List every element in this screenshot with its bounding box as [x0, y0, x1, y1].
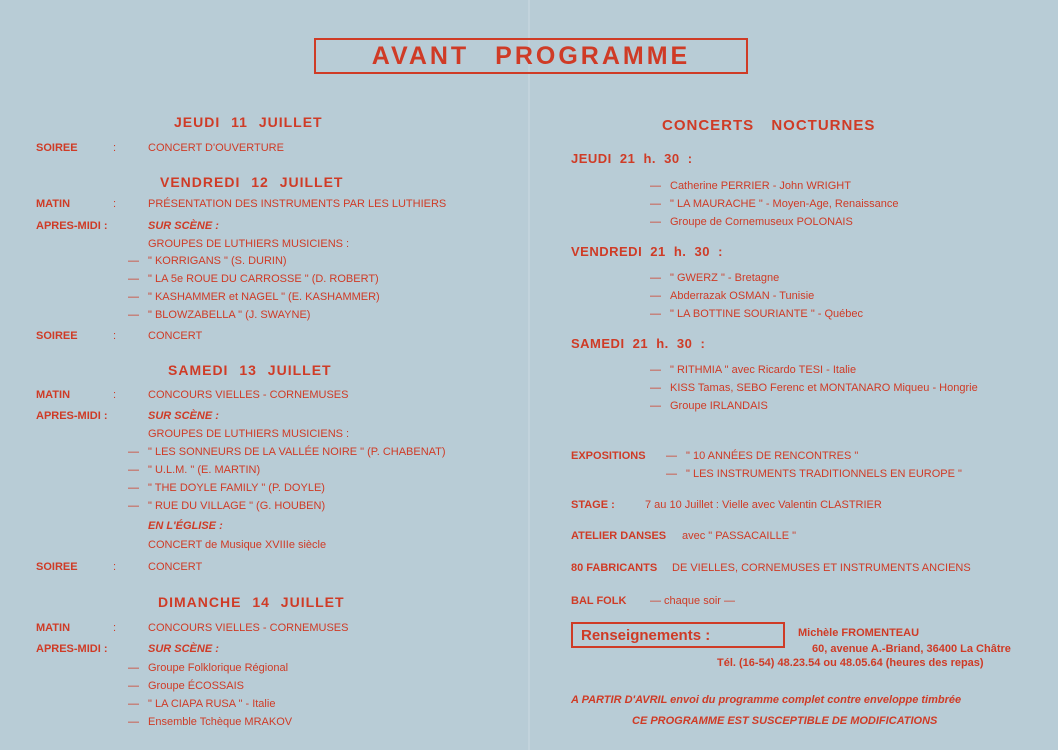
label-stage: STAGE :: [571, 499, 615, 511]
day-heading-samedi: SAMEDI 21 h. 30 :: [571, 336, 706, 351]
atelier-text: avec " PASSACAILLE ": [682, 530, 796, 542]
groupes-luthiers: GROUPES DE LUTHIERS MUSICIENS :: [148, 428, 350, 440]
dash: —: [650, 364, 661, 376]
day-heading-samedi: SAMEDI 13 JUILLET: [168, 362, 332, 378]
list-item: " RITHMIA " avec Ricardo TESI - Italie: [670, 364, 857, 376]
label-apres-midi: APRES-MIDI :: [36, 643, 108, 655]
renseignements-box: Renseignements :: [571, 622, 785, 648]
list-item: Groupe Folklorique Régional: [148, 662, 289, 674]
label-soiree: SOIREE: [36, 561, 78, 573]
concert-eglise: CONCERT de Musique XVIIIe siècle: [148, 539, 327, 551]
dash: —: [666, 468, 677, 480]
sur-scene: SUR SCÈNE :: [148, 410, 219, 422]
dash: —: [650, 290, 661, 302]
page-title: AVANT PROGRAMME: [314, 38, 748, 74]
dash: —: [128, 446, 139, 458]
colon: :: [113, 622, 117, 634]
label-soiree: SOIREE: [36, 142, 78, 154]
fold-line: [528, 0, 530, 750]
list-item: KISS Tamas, SEBO Ferenc et MONTANARO Miqueu - Hongrie: [670, 382, 978, 394]
fabricants-text: DE VIELLES, CORNEMUSES ET INSTRUMENTS ANCIENS: [672, 562, 971, 574]
list-item: Ensemble Tchèque MRAKOV: [148, 716, 293, 728]
list-item: Abderrazak OSMAN - Tunisie: [670, 290, 815, 302]
label-matin: MATIN: [36, 622, 71, 634]
contact-address: 60, avenue A.-Briand, 36400 La Châtre: [812, 643, 1011, 655]
sur-scene: SUR SCÈNE :: [148, 643, 219, 655]
list-item: Groupe ÉCOSSAIS: [148, 680, 244, 692]
dash: —: [128, 662, 139, 674]
list-item: " LA BOTTINE SOURIANTE " - Québec: [670, 308, 864, 320]
colon: :: [113, 142, 117, 154]
label-atelier: ATELIER DANSES: [571, 530, 667, 542]
dash: —: [650, 382, 661, 394]
dash: —: [128, 309, 139, 321]
soiree-samedi: CONCERT: [148, 561, 203, 573]
day-heading-jeudi: JEUDI 11 JUILLET: [174, 114, 323, 130]
concerts-heading: CONCERTS NOCTURNES: [662, 117, 876, 134]
stage-text: 7 au 10 Juillet : Vielle avec Valentin CLASTRIER: [645, 499, 882, 511]
list-item: " LA MAURACHE " - Moyen-Age, Renaissance: [670, 198, 899, 210]
colon: :: [113, 389, 117, 401]
label-matin: MATIN: [36, 389, 71, 401]
day-heading-dimanche: DIMANCHE 14 JUILLET: [158, 594, 345, 610]
list-item: Groupe de Cornemuseux POLONAIS: [670, 216, 853, 228]
note-modifications: CE PROGRAMME EST SUSCEPTIBLE DE MODIFICATIONS: [632, 715, 938, 727]
dash: —: [128, 273, 139, 285]
dash: —: [650, 216, 661, 228]
list-item: " LA CIAPA RUSA " - Italie: [148, 698, 276, 710]
list-item: " LA 5e ROUE DU CARROSSE " (D. ROBERT): [148, 273, 379, 285]
list-item: " THE DOYLE FAMILY " (P. DOYLE): [148, 482, 325, 494]
label-apres-midi: APRES-MIDI :: [36, 220, 108, 232]
dash: —: [650, 308, 661, 320]
contact-name: Michèle FROMENTEAU: [798, 627, 920, 639]
dash: —: [650, 198, 661, 210]
matin-samedi: CONCOURS VIELLES - CORNEMUSES: [148, 389, 349, 401]
dash: —: [128, 482, 139, 494]
day-heading-jeudi: JEUDI 21 h. 30 :: [571, 151, 693, 166]
label-expositions: EXPOSITIONS: [571, 450, 646, 462]
list-item: " 10 ANNÉES DE RENCONTRES ": [686, 450, 859, 462]
list-item: " KORRIGANS " (S. DURIN): [148, 255, 287, 267]
matin-dimanche: CONCOURS VIELLES - CORNEMUSES: [148, 622, 349, 634]
label-apres-midi: APRES-MIDI :: [36, 410, 108, 422]
dash: —: [128, 291, 139, 303]
dash: —: [650, 400, 661, 412]
dash: —: [128, 698, 139, 710]
note-avril: A PARTIR D'AVRIL envoi du programme complet contre enveloppe timbrée: [571, 694, 962, 706]
groupes-luthiers: GROUPES DE LUTHIERS MUSICIENS :: [148, 238, 350, 250]
dash: —: [128, 500, 139, 512]
dash: —: [650, 272, 661, 284]
bal-text: — chaque soir —: [650, 595, 735, 607]
dash: —: [128, 680, 139, 692]
day-heading-vendredi: VENDREDI 12 JUILLET: [160, 174, 344, 190]
label-matin: MATIN: [36, 198, 71, 210]
sur-scene: SUR SCÈNE :: [148, 220, 219, 232]
soiree-jeudi: CONCERT D'OUVERTURE: [148, 142, 284, 154]
label-soiree: SOIREE: [36, 330, 78, 342]
en-eglise: EN L'ÉGLISE :: [148, 520, 223, 532]
list-item: Catherine PERRIER - John WRIGHT: [670, 180, 851, 192]
list-item: " LES INSTRUMENTS TRADITIONNELS EN EUROPE ": [686, 468, 962, 480]
dash: —: [666, 450, 677, 462]
dash: —: [128, 716, 139, 728]
list-item: " KASHAMMER et NAGEL " (E. KASHAMMER): [148, 291, 380, 303]
label-bal-folk: BAL FOLK: [571, 595, 627, 607]
dash: —: [650, 180, 661, 192]
dash: —: [128, 255, 139, 267]
list-item: " GWERZ " - Bretagne: [670, 272, 780, 284]
list-item: " U.L.M. " (E. MARTIN): [148, 464, 261, 476]
label-fabricants: 80 FABRICANTS: [571, 562, 658, 574]
soiree-vendredi: CONCERT: [148, 330, 203, 342]
list-item: " LES SONNEURS DE LA VALLÉE NOIRE " (P. CHABENAT): [148, 446, 446, 458]
colon: :: [113, 561, 117, 573]
list-item: " RUE DU VILLAGE " (G. HOUBEN): [148, 500, 326, 512]
day-heading-vendredi: VENDREDI 21 h. 30 :: [571, 244, 723, 259]
list-item: Groupe IRLANDAIS: [670, 400, 768, 412]
matin-vendredi: PRÉSENTATION DES INSTRUMENTS PAR LES LUTHIERS: [148, 198, 447, 210]
dash: —: [128, 464, 139, 476]
list-item: " BLOWZABELLA " (J. SWAYNE): [148, 309, 311, 321]
contact-phone: Tél. (16-54) 48.23.54 ou 48.05.64 (heures des repas): [717, 657, 984, 669]
colon: :: [113, 198, 117, 210]
colon: :: [113, 330, 117, 342]
